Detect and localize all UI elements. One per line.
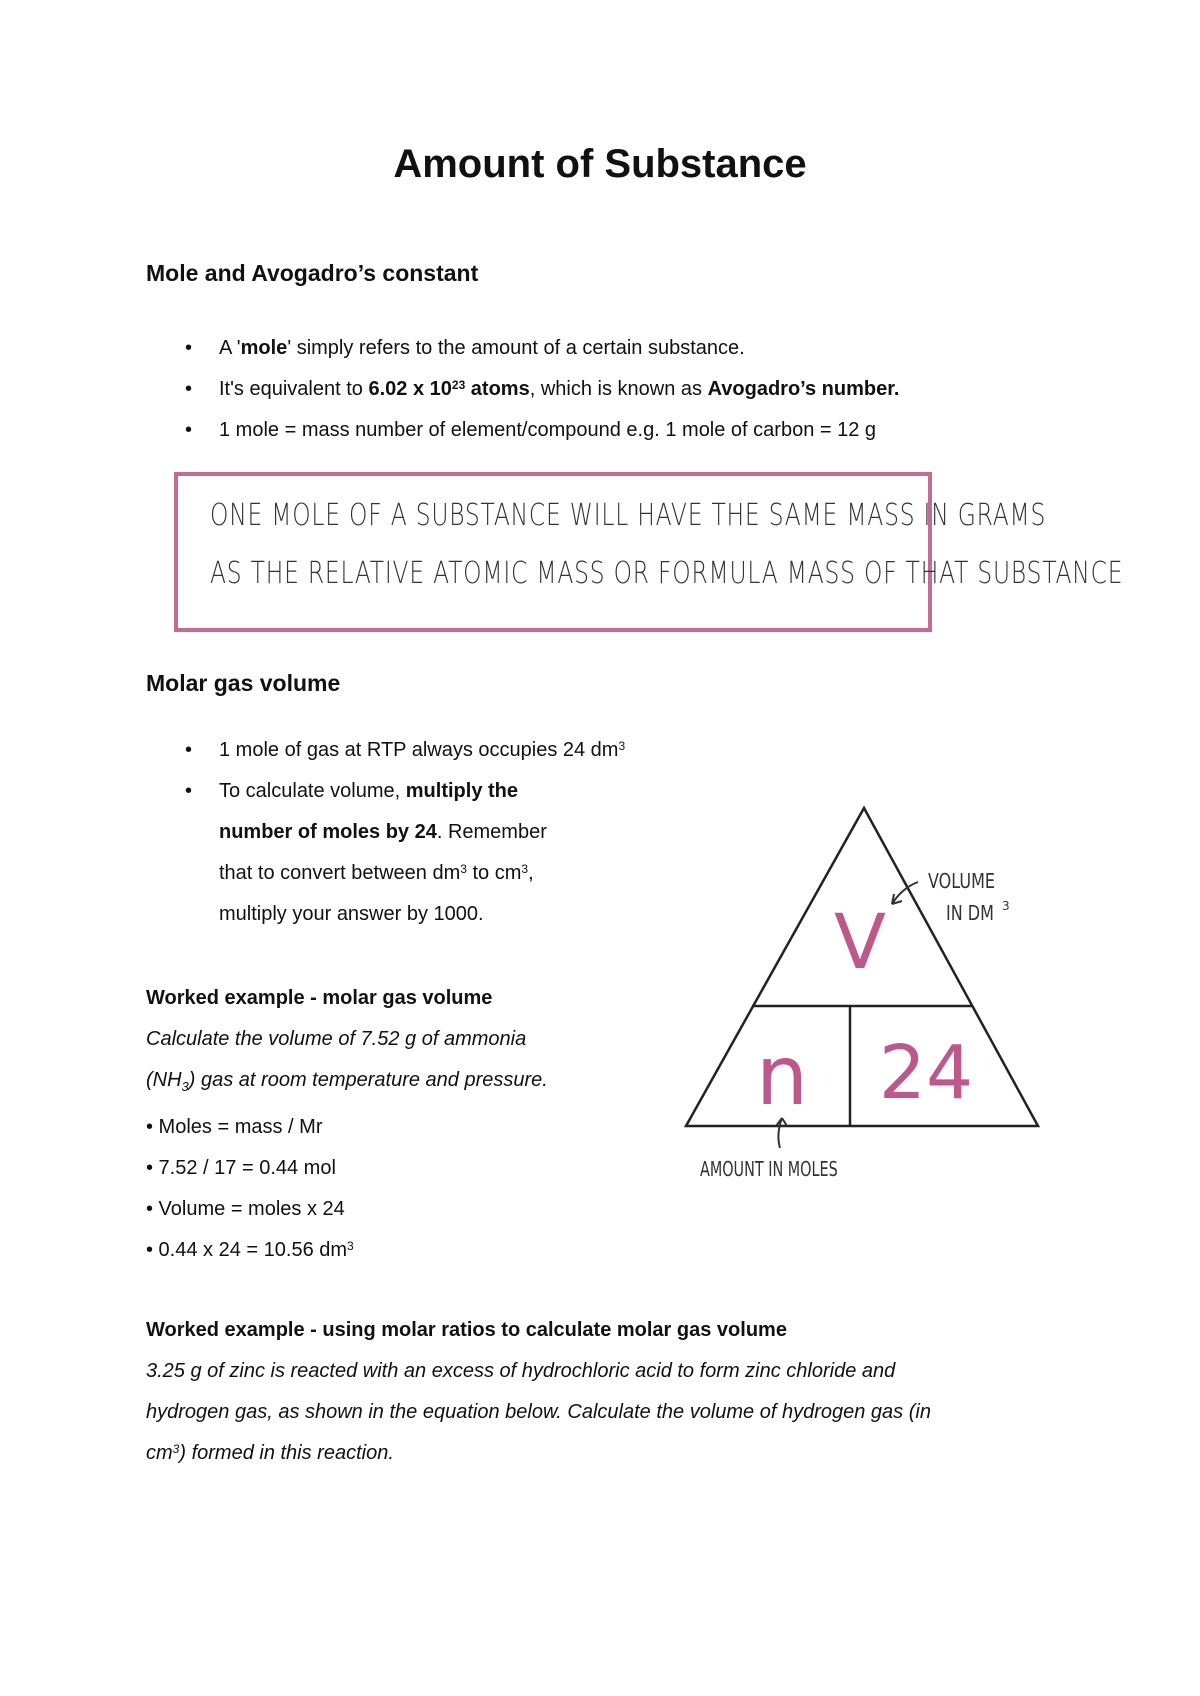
superscript: 3	[460, 862, 467, 876]
moles-label: AMOUNT IN MOLES	[700, 1158, 838, 1182]
example-heading: Worked example - using molar ratios to calculate molar gas volume	[146, 1319, 787, 1341]
bullet-bold: number of moles by 24	[219, 821, 437, 843]
section-heading-molar-gas: Molar gas volume	[146, 670, 341, 696]
definition-callout	[174, 472, 1124, 632]
bullet-bold: Avogadro’s number.	[707, 378, 900, 400]
superscript: 23	[451, 378, 466, 392]
question-text: ) gas at room temperature and pressure.	[188, 1069, 548, 1091]
volume-label-superscript: 3	[1002, 899, 1010, 913]
bullet-bold: 6.02 x 10	[368, 378, 452, 400]
bullet-bold: mole	[240, 337, 288, 359]
solution-step: • 7.52 / 17 = 0.44 mol	[146, 1157, 336, 1179]
bullet-bold: atoms	[465, 378, 530, 400]
example-question-line: hydrogen gas, as shown in the equation below. Calculate the volume of hydrogen gas (in	[146, 1401, 931, 1423]
page-title: Amount of Substance	[393, 142, 807, 186]
question-text: (NH	[146, 1069, 182, 1091]
list-item	[146, 369, 1046, 410]
callout-line-2: AS THE RELATIVE ATOMIC MASS OR FORMULA MASS OF THAT SUBSTANCE	[210, 556, 1124, 591]
bullet-text: It's equivalent to	[219, 378, 369, 400]
question-text: ) formed in this reaction.	[179, 1442, 394, 1464]
superscript: 3	[172, 1442, 180, 1456]
list-item	[146, 771, 666, 935]
worked-example-1	[146, 978, 686, 1271]
superscript: 3	[347, 1239, 354, 1253]
bullet-text: . Remember	[436, 821, 547, 843]
superscript: 3	[618, 739, 626, 753]
volume-label-line2: IN DM	[946, 902, 994, 926]
volume-label-line1: VOLUME	[928, 870, 996, 894]
bullet-bold: multiply the	[405, 780, 518, 802]
section-heading-mole: Mole and Avogadro’s constant	[146, 260, 479, 286]
molar-gas-bullet-list	[146, 730, 666, 935]
question-text: cm	[146, 1442, 173, 1464]
example-question-line: Calculate the volume of 7.52 g of ammonia	[146, 1028, 527, 1050]
list-item	[146, 410, 1046, 451]
list-item	[146, 328, 1046, 369]
worked-example-2	[146, 1310, 1066, 1474]
example-question-line: 3.25 g of zinc is reacted with an excess of hydrochloric acid to form zinc chloride and	[146, 1360, 896, 1382]
bullet-text: To calculate volume,	[219, 780, 406, 802]
bullet-text: that to convert between dm	[219, 862, 461, 884]
solution-step	[146, 1230, 686, 1271]
bullet-text: ,	[528, 862, 534, 884]
solution-text: • 0.44 x 24 = 10.56 dm	[146, 1239, 348, 1261]
solution-step: • Volume = moles x 24	[146, 1198, 345, 1220]
bullet-text: ' simply refers to the amount of a certain substance.	[287, 337, 745, 359]
list-item	[146, 730, 666, 771]
callout-line-1: ONE MOLE OF A SUBSTANCE WILL HAVE THE SAME MASS IN GRAMS	[210, 498, 1047, 533]
bullet-text: 1 mole = mass number of element/compound e.g. 1 mole of carbon = 12 g	[219, 419, 877, 441]
constant-24: 24	[878, 1030, 974, 1116]
mole-bullet-list	[146, 328, 1046, 451]
bullet-text: A '	[219, 337, 241, 359]
superscript: 3	[521, 862, 529, 876]
example-question-line	[146, 1060, 686, 1107]
formula-triangle-svg	[670, 790, 1070, 1210]
bullet-text: multiply your answer by 1000.	[219, 903, 484, 925]
subscript: 3	[181, 1079, 189, 1094]
example-question-line	[146, 1433, 1066, 1474]
example-heading: Worked example - molar gas volume	[146, 987, 493, 1009]
moles-symbol: n	[756, 1029, 808, 1124]
solution-step: • Moles = mass / Mr	[146, 1116, 323, 1138]
bullet-text: , which is known as	[529, 378, 708, 400]
bullet-text: to cm	[466, 862, 522, 884]
volume-symbol: V	[834, 897, 886, 986]
formula-triangle-diagram	[670, 790, 1070, 1215]
bullet-text: 1 mole of gas at RTP always occupies 24 dm	[219, 739, 619, 761]
